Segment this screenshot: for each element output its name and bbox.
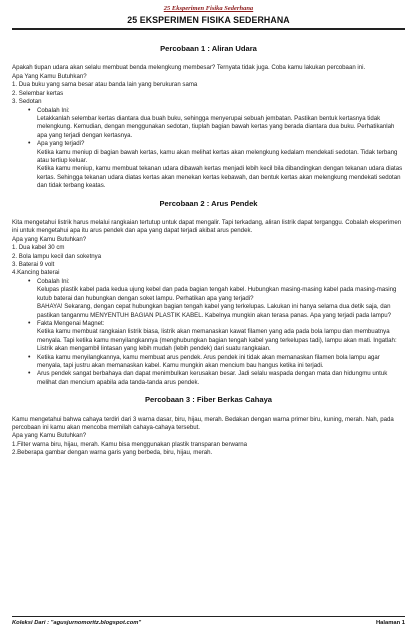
list-item: [28, 278, 405, 320]
bullet-text: Ketika kamu meniup, kamu membuat tekanan udara dibawah kertas menjadi lebih kecil bila dibandingkan dengan tekanan udara diatas kertas. Sehingga tekanan udara diatas kertas akan menekan kertas kebawah, dan bentuk kertas akan melengkung mendekati sedotan dan tidak terbang keatas.: [37, 165, 403, 190]
list-item: [28, 107, 405, 141]
section-1-needs-heading: Apa Yang Kamu Butuhkan?: [12, 72, 87, 80]
section-2-item: 3. Baterai 9 volt: [12, 261, 55, 269]
section-2-item: 4.Kancing baterai: [12, 269, 60, 277]
section-2-title: Percobaan 2 : Arus Pendek: [159, 198, 258, 208]
bullet-text: Ketika kamu meniup di bagian bawah kertas, kamu akan melihat kertas akan melengkung kedalam mendekati sedotan. Tidak terbang atau tertiup keluar.: [37, 148, 398, 164]
bullet-text: • Ketika kamu menyilangkannya, kamu membuat arus pendek. Arus pendek ini tidak akan memanaskan filamen bola lampu agar menyala, tapi justru akan memanaskan kabel. Kamu mungkin akan mencium bau hangus ketika ini terjadi.: [37, 353, 380, 369]
list-item: [28, 354, 405, 371]
bullet-text: Ketika kamu membuat rangkaian listrik biasa, listrik akan memanaskan kawat filamen yang ada pada bola lampu dan membuatnya menyala. Tapi ketika kamu menyilangkannya (menghubungkan bagian tengah kabel yang terkelupas tadi), lampu akan mati. Ingatlah: Listrik akan mengambil lintasan yang lebih mudah (lebih pendek) dari suatu rangkaian.: [37, 328, 397, 353]
section-2-needs-heading: Apa yang Kamu Butuhkan?: [12, 235, 87, 243]
bullet-label: • Apa yang terjadi?: [37, 140, 85, 148]
page-footer: [12, 616, 405, 630]
bullet-text: • Arus pendek sangat berbahaya dan dapat menimbulkan kerusakan besar. Jadi selalu waspada dengan mata dan hidungmu untuk melihat dan mencium apabila ada tanda-tanda arus pendek.: [37, 370, 388, 386]
section-2-intro: Kita mengetahui listrik harus melalui rangkaian tertutup untuk dapat mengalir. Tapi terkadang, aliran listrik dapat terganggu. Cobalah eksperimen ini untuk mengetahui apa itu arus pendek dan apa yang dapat terjadi akibat arus pendek.: [12, 219, 402, 235]
section-2-item: 2. Bola lampu kecil dan soketnya: [12, 252, 102, 260]
section-3-intro: Kamu mengetahui bahwa cahaya terdiri dari 3 warna dasar, biru, hijau, merah. Bedakan dengan warna primer biru, kuning, merah. Nah, pada percobaan ini kamu akan mencoba memilah cahaya-cahaya tersebut.: [12, 415, 394, 432]
list-item: [28, 370, 405, 387]
bullet-label: • Cobalah Ini:: [37, 277, 70, 285]
section-1-intro: Apakah tiupan udara akan selalu membuat benda melengkung membesar? Ternyata tidak juga. Coba kamu lakukan percobaan ini.: [12, 64, 366, 72]
section-1-item: 3. Sedotan: [12, 98, 42, 106]
section-2-bullets: [12, 278, 405, 387]
footer-source: Koleksi Dari : "agusjurnomoritz.blogspot.com": [12, 619, 142, 626]
bullet-text: BAHAYA! Sekarang, dengan cepat hubungkan bagian tengah kabel yang terkelupas. Lakukan ini hanya selama dua detik saja, dan pastikan tanganmu MENYENTUH BAGIAN PLASTIK KABEL. Kabelnya mungkin akan terasa panas. Apa yang terjadi pada lampu?: [37, 303, 391, 319]
list-item: [28, 320, 405, 354]
header-divider: [12, 28, 405, 30]
section-1-bullets: [12, 107, 405, 191]
list-item: [28, 140, 405, 190]
document-body: [12, 34, 405, 458]
header-subtitle: 25 Eksperimen Fisika Sederhana: [163, 5, 254, 12]
section-1-title: Percobaan 1 : Aliran Udara: [160, 44, 257, 53]
bullet-text: Letakkanlah selembar kertas diantara dua buah buku, sehingga menyerupai sebuah jembatan. Pastikan bentuk kertasnya tidak melengkung. Kemudian, dengan menggunakan sedotan, tiuplah bagian bawah kertas yang berada diantara dua buku. Perhatikanlah apa yang terjadi dengan kertasnya.: [37, 114, 395, 139]
section-3-item: 1.Filter warna biru, hijau, merah. Kamu bisa menggunakan plastik transparan berwarna: [12, 440, 248, 448]
section-3-needs-heading: Apa yang Kamu Butuhkan?: [12, 432, 87, 440]
section-2-item: 1. Dua kabel 30 cm: [12, 244, 65, 252]
bullet-label: • Cobalah Ini:: [37, 106, 70, 114]
section-3-item: 2.Beberapa gambar dengan warna garis yang berbeda, biru, hijau, merah.: [12, 449, 213, 457]
bullet-text: Kelupas plastik kabel pada kedua ujung kebel dan pada bagian tengah kabel. Hubungkan masing-masing kabel pada masing-masing kutub baterai dan hubungkan dengan soket lampu. Perhatikan apa yang terjadi?: [37, 286, 397, 302]
page-number: Halaman 1: [376, 619, 405, 626]
bullet-label: • Fakta Mengenai Magnet:: [37, 319, 105, 327]
section-1-item: 1. Dua buku yang sama besar atau banda lain yang berukuran sama: [12, 81, 198, 89]
section-1-item: 2. Selembar kertas: [12, 89, 64, 97]
page-title: 25 EKSPERIMEN FISIKA SEDERHANA: [127, 15, 290, 25]
section-3-title: Percobaan 3 : Fiber Berkas Cahaya: [144, 395, 273, 405]
